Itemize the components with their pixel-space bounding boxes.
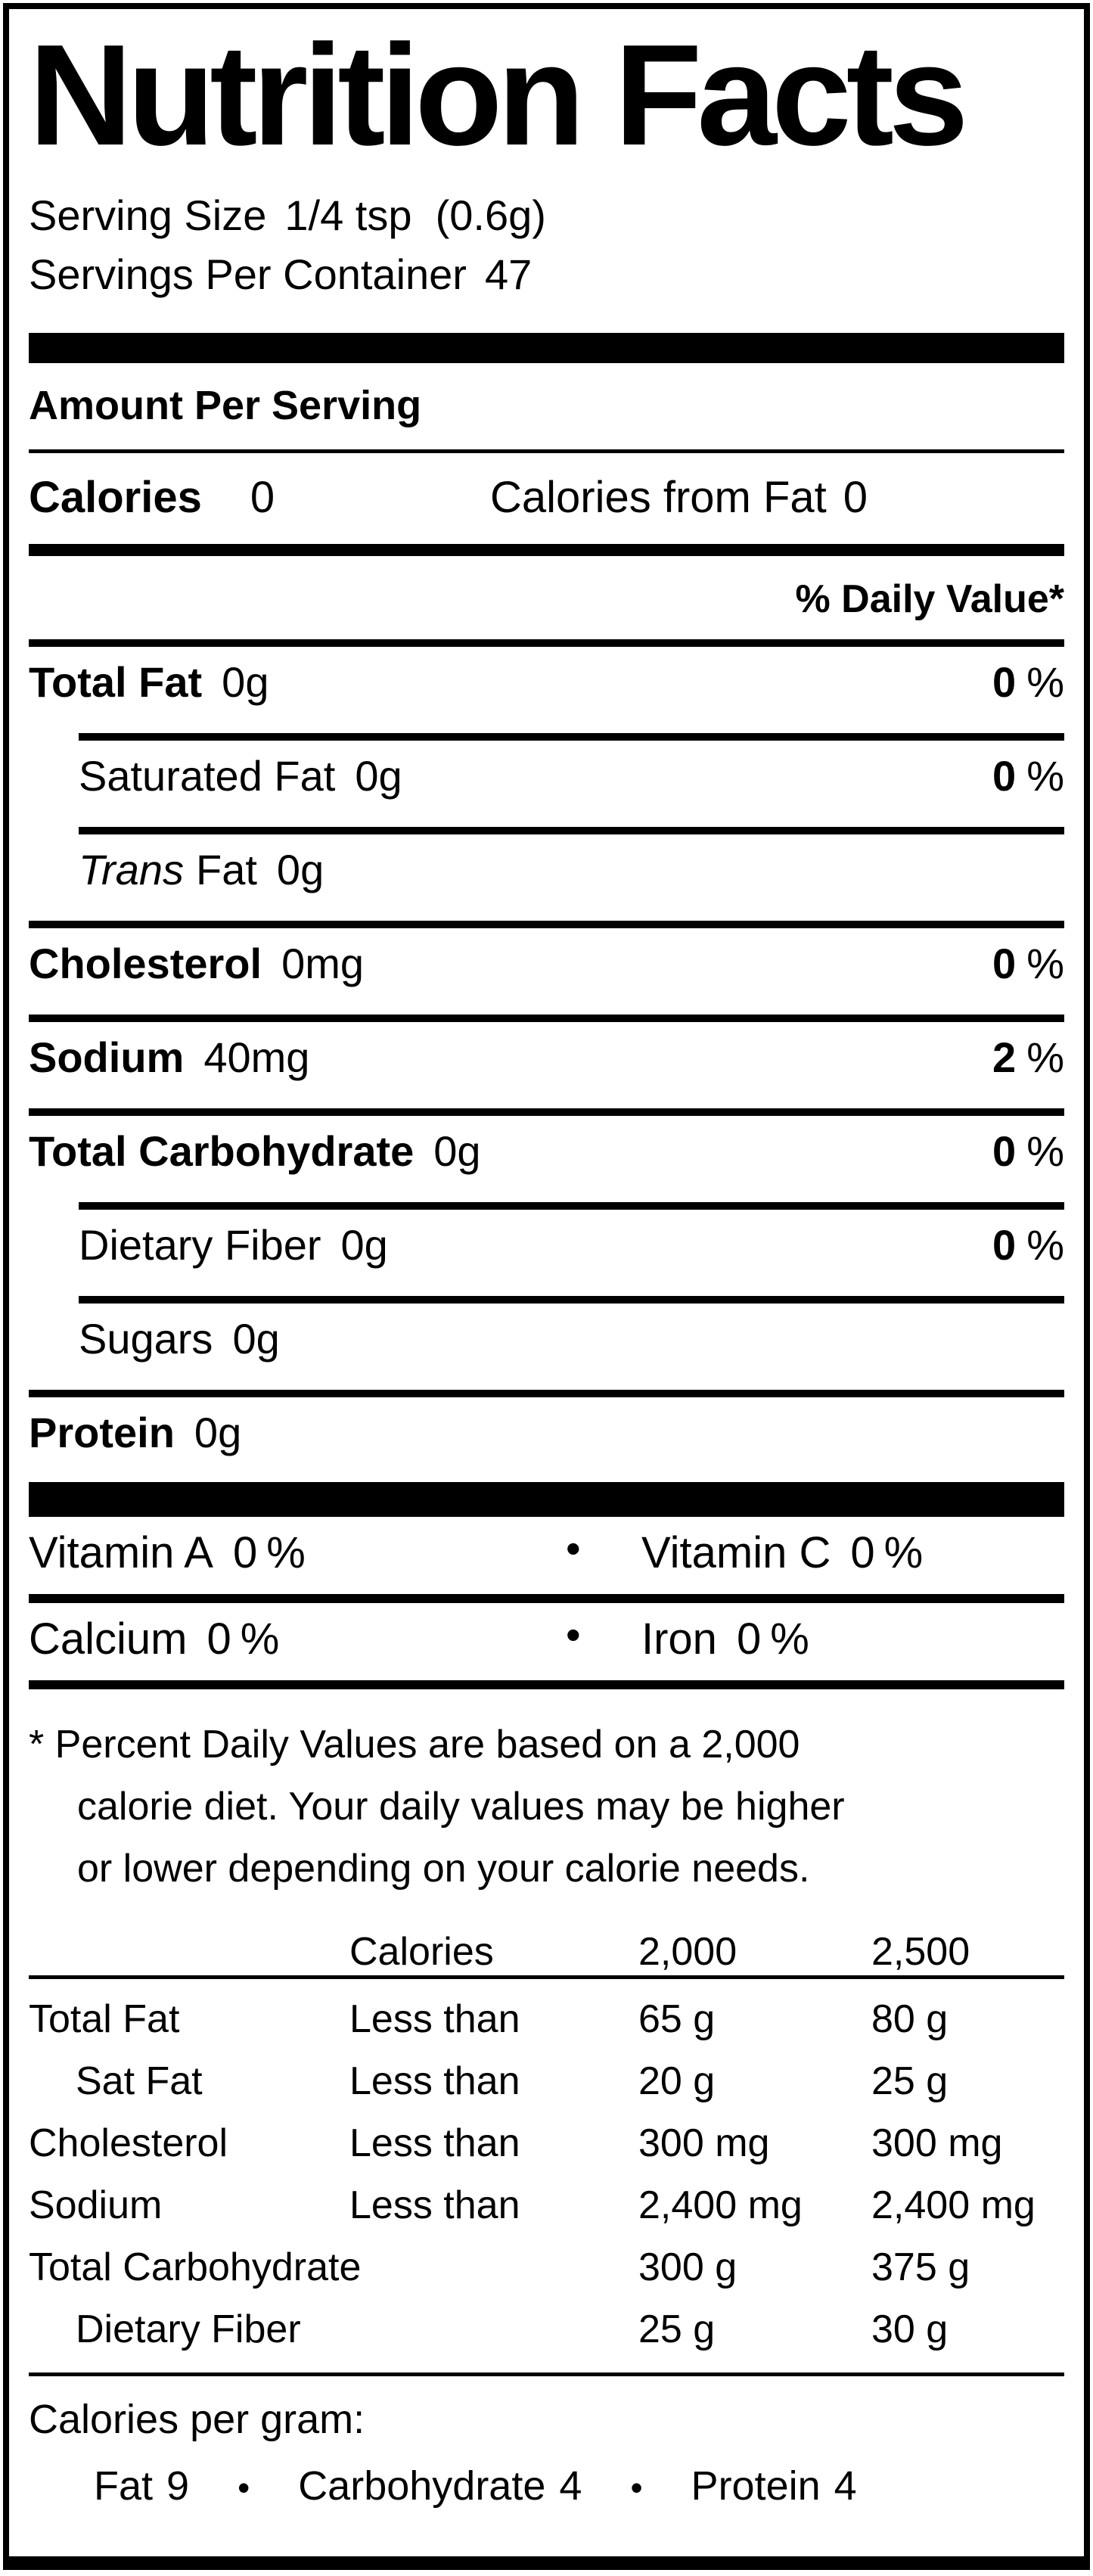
daily-value-number: 0	[992, 1127, 1017, 1175]
table-header-calories: Calories	[349, 1930, 494, 1974]
percent-sign: %	[1026, 940, 1064, 987]
nutrient-name-amount	[29, 844, 324, 896]
serving-size-label: Serving Size	[29, 191, 267, 239]
percent-sign: %	[770, 1614, 809, 1664]
footnote-line: calorie diet. Your daily values may be higher	[77, 1785, 845, 1829]
vitamin-value: 0	[206, 1614, 231, 1664]
nutrient-amount: 0g	[194, 1409, 242, 1456]
table-header-row	[29, 1928, 1064, 1975]
nutrient-name-amount	[29, 1406, 241, 1459]
vitamin-name: Iron	[641, 1614, 717, 1664]
daily-value-number: 0	[992, 1221, 1017, 1269]
thick-divider-bar-middle	[29, 1482, 1064, 1517]
nutrient-row	[29, 1210, 1064, 1279]
nutrient-name: Saturated Fat	[79, 752, 336, 800]
nutrient-name: Cholesterol	[29, 940, 262, 987]
bullet-separator: •	[238, 2468, 250, 2507]
nutrient-name-amount	[29, 750, 402, 803]
nutrient-amount: 0g	[340, 1221, 388, 1269]
nutrient-name: Sodium	[29, 1033, 185, 1081]
nutrient-divider	[29, 639, 1064, 647]
nutrient-row	[29, 741, 1064, 810]
vitamins-section	[29, 1517, 1064, 1689]
percent-sign: %	[1026, 752, 1064, 800]
nutrient-amount: 40mg	[203, 1033, 310, 1081]
vitamin-name: Calcium	[29, 1614, 188, 1664]
nutrient-daily-value	[992, 1125, 1064, 1178]
label-title: Nutrition Facts	[29, 15, 964, 176]
medium-divider	[29, 544, 1064, 556]
calories-per-gram-item	[298, 2461, 582, 2511]
calories-per-gram-item	[94, 2461, 189, 2511]
vitamin-value: 0	[736, 1614, 762, 1664]
nutrient-name-amount	[29, 1219, 388, 1272]
table-row-2000-value: 25 g	[638, 2307, 716, 2351]
nutrient-row	[29, 647, 1064, 716]
calories-label: Calories	[29, 473, 202, 522]
nutrient-row	[29, 1397, 1064, 1467]
calories-from-fat	[490, 470, 868, 526]
vitamin-left-item	[29, 1614, 279, 1664]
calories-value: 0	[250, 473, 275, 522]
nutrient-daily-value	[992, 1219, 1064, 1272]
servings-per-container-value: 47	[484, 250, 533, 298]
table-row	[29, 2174, 1064, 2236]
thin-divider-bottom	[29, 2372, 1064, 2376]
table-body	[29, 1979, 1064, 2360]
thick-divider-bar-top	[29, 333, 1064, 363]
cpg-item-name: Protein	[691, 2463, 821, 2509]
table-row-2500-value: 30 g	[871, 2307, 949, 2351]
nutrient-divider	[79, 1296, 1064, 1304]
table-row	[29, 2112, 1064, 2174]
bullet-separator: •	[566, 1611, 581, 1658]
nutrient-divider	[79, 733, 1064, 741]
table-header-2000: 2,000	[638, 1930, 737, 1974]
table-row-qualifier: Less than	[349, 2121, 520, 2165]
calories-from-fat-value: 0	[843, 473, 868, 522]
nutrient-daily-value	[992, 750, 1064, 803]
nutrient-divider	[79, 827, 1064, 834]
table-row-2000-value: 65 g	[638, 1997, 716, 2041]
cpg-item-name: Carbohydrate	[298, 2463, 546, 2509]
calories-row	[29, 470, 1064, 526]
nutrients-section	[29, 639, 1064, 1467]
nutrient-row	[29, 1304, 1064, 1373]
cpg-item-value: 4	[834, 2463, 857, 2509]
servings-per-container-label: Servings Per Container	[29, 250, 467, 298]
bullet-separator: •	[566, 1524, 581, 1572]
nutrient-name-amount	[29, 656, 269, 709]
percent-sign: %	[1026, 1221, 1064, 1269]
nutrient-divider	[29, 1015, 1064, 1022]
vitamin-divider	[29, 1680, 1064, 1689]
footnote-line: or lower depending on your calorie needs.	[77, 1847, 810, 1891]
cpg-item-value: 4	[559, 2463, 582, 2509]
calories-from-fat-label: Calories from Fat	[490, 473, 827, 522]
nutrient-name: Total Fat	[29, 658, 203, 706]
nutrient-name-amount	[29, 937, 364, 990]
daily-value-number: 0	[992, 940, 1017, 987]
percent-sign: %	[1026, 1127, 1064, 1175]
nutrient-divider	[29, 1108, 1064, 1116]
nutrient-amount: 0g	[433, 1127, 481, 1175]
table-row-qualifier: Less than	[349, 1997, 520, 2041]
footnote-line: * Percent Daily Values are based on a 2,000	[29, 1723, 800, 1767]
daily-value-number: 0	[992, 752, 1017, 800]
table-row-name: Total Carbohydrate	[29, 2245, 362, 2289]
bullet-separator: •	[630, 2468, 643, 2507]
table-row-2500-value: 300 mg	[871, 2121, 1003, 2165]
vitamin-row	[29, 1603, 1064, 1674]
daily-value-table	[29, 1928, 1064, 2360]
daily-value-header: % Daily Value*	[795, 577, 1064, 621]
nutrient-name: Protein	[29, 1409, 175, 1456]
serving-size-value: 1/4 tsp (0.6g)	[284, 191, 546, 239]
table-row-2500-value: 375 g	[871, 2245, 970, 2289]
nutrient-daily-value	[992, 656, 1064, 709]
nutrient-name-amount	[29, 1125, 481, 1178]
percent-sign: %	[240, 1614, 280, 1664]
nutrient-amount: 0g	[222, 658, 269, 706]
nutrient-name: Dietary Fiber	[79, 1221, 321, 1269]
table-row-qualifier: Less than	[349, 2059, 520, 2103]
daily-value-number: 0	[992, 658, 1017, 706]
percent-sign: %	[266, 1528, 306, 1577]
daily-value-number: 2	[992, 1033, 1017, 1081]
table-row-2000-value: 20 g	[638, 2059, 716, 2103]
table-header-2500: 2,500	[871, 1930, 970, 1974]
cpg-item-name: Fat	[94, 2463, 154, 2509]
nutrient-name: Fat	[196, 846, 257, 893]
calories-per-gram-label: Calories per gram:	[29, 2397, 365, 2442]
nutrition-facts-label	[3, 3, 1090, 2570]
calories-per-gram-items	[29, 2461, 1064, 2512]
nutrient-amount: 0g	[232, 1315, 280, 1363]
vitamin-left-item	[29, 1528, 306, 1577]
vitamin-divider	[29, 1594, 1064, 1603]
vitamin-value: 0	[232, 1528, 258, 1577]
nutrient-daily-value	[992, 937, 1064, 990]
calories-per-gram	[29, 2394, 1064, 2512]
nutrient-name-italic: Trans	[79, 846, 184, 893]
nutrient-name-amount	[29, 1313, 280, 1366]
table-row-name: Sodium	[29, 2183, 163, 2227]
nutrient-daily-value	[992, 1031, 1064, 1084]
percent-sign: %	[1026, 1033, 1064, 1081]
nutrient-row	[29, 1116, 1064, 1185]
table-row	[29, 2236, 1064, 2298]
nutrient-name-amount	[29, 1031, 309, 1084]
table-row-qualifier: Less than	[349, 2183, 520, 2227]
nutrient-amount: 0mg	[281, 940, 364, 987]
vitamin-right-item	[641, 1526, 923, 1580]
cpg-item-value: 9	[166, 2463, 190, 2509]
nutrient-name: Total Carbohydrate	[29, 1127, 415, 1175]
table-row-2000-value: 300 mg	[638, 2121, 770, 2165]
vitamin-name: Vitamin A	[29, 1528, 213, 1577]
nutrient-divider	[79, 1202, 1064, 1210]
nutrient-row	[29, 1022, 1064, 1092]
table-row-2500-value: 25 g	[871, 2059, 949, 2103]
vitamin-name: Vitamin C	[641, 1528, 831, 1577]
table-row-name: Total Fat	[29, 1997, 180, 2041]
table-row-name: Cholesterol	[29, 2121, 228, 2165]
table-row	[29, 2050, 1064, 2112]
table-row	[29, 2298, 1064, 2360]
nutrient-row	[29, 928, 1064, 998]
vitamin-right-item	[641, 1612, 809, 1667]
vitamin-row	[29, 1517, 1064, 1588]
table-row-name: Sat Fat	[76, 2059, 203, 2103]
nutrient-row	[29, 834, 1064, 904]
percent-sign: %	[883, 1528, 924, 1577]
servings-per-container-row	[29, 250, 1064, 300]
percent-sign: %	[1026, 658, 1064, 706]
table-row-2000-value: 2,400 mg	[638, 2183, 803, 2227]
nutrient-divider	[29, 1390, 1064, 1397]
table-row-2000-value: 300 g	[638, 2245, 737, 2289]
vitamin-value: 0	[850, 1528, 875, 1577]
table-row	[29, 1988, 1064, 2050]
serving-size-row	[29, 191, 1064, 241]
amount-per-serving-heading: Amount Per Serving	[29, 383, 422, 428]
table-row-name: Dietary Fiber	[76, 2307, 301, 2351]
calories-per-gram-item	[691, 2461, 857, 2511]
nutrient-divider	[29, 921, 1064, 928]
nutrient-amount: 0g	[276, 846, 324, 893]
nutrient-name: Sugars	[79, 1315, 213, 1363]
table-row-2500-value: 80 g	[871, 1997, 949, 2041]
thin-divider	[29, 449, 1064, 453]
footnote	[29, 1714, 1064, 1900]
table-row-2500-value: 2,400 mg	[871, 2183, 1036, 2227]
nutrient-amount: 0g	[355, 752, 402, 800]
